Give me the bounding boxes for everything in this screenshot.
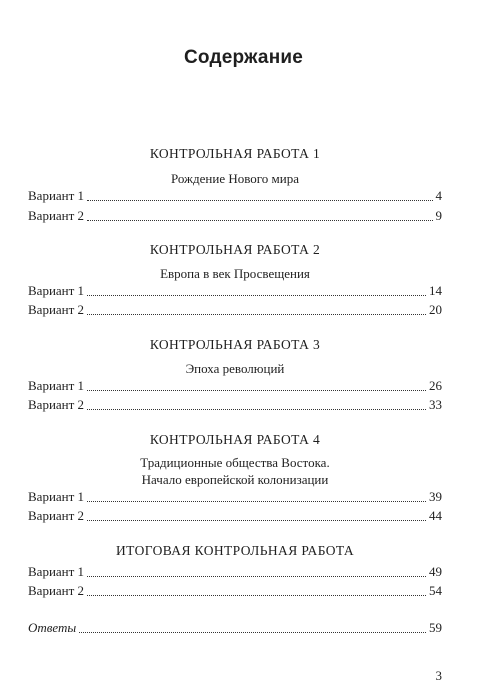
- section-3-subtitle: Эпоха революций: [185, 361, 285, 376]
- toc-entry-page: 49: [429, 564, 442, 579]
- toc-entry-label: Вариант 1: [28, 188, 85, 203]
- toc-entry-page: 20: [429, 302, 442, 317]
- page-title: Содержание: [183, 47, 304, 68]
- section-3-heading: КОНТРОЛЬНАЯ РАБОТА 3: [149, 337, 321, 352]
- toc-entry-2-1[interactable]: [28, 281, 442, 299]
- dot-leader: [87, 390, 426, 391]
- toc-entry-label: Вариант 2: [28, 302, 85, 317]
- toc-entry-label: Вариант 2: [28, 208, 85, 223]
- toc-entry-page: 39: [429, 489, 442, 504]
- toc-entry-3-2[interactable]: [28, 395, 442, 413]
- dot-leader: [87, 576, 426, 577]
- section-5-heading: ИТОГОВАЯ КОНТРОЛЬНАЯ РАБОТА: [115, 543, 355, 558]
- toc-entry-page: 9: [435, 208, 442, 223]
- toc-entry-4-2[interactable]: [28, 506, 442, 524]
- toc-entry-label: Вариант 2: [28, 583, 85, 598]
- toc-entry-label: Вариант 1: [28, 283, 85, 298]
- dot-leader: [87, 409, 426, 410]
- toc-entry-5-2[interactable]: [28, 581, 442, 599]
- section-1-heading: КОНТРОЛЬНАЯ РАБОТА 1: [149, 146, 321, 161]
- toc-entry-label: Вариант 1: [28, 564, 85, 579]
- toc-entry-4-1[interactable]: [28, 487, 442, 505]
- dot-leader: [87, 520, 426, 521]
- toc-entry-page: 59: [429, 620, 442, 635]
- dot-leader: [87, 200, 432, 201]
- toc-entry-page: 4: [435, 188, 442, 203]
- toc-entry-label: Вариант 1: [28, 378, 85, 393]
- toc-entry-label: Вариант 2: [28, 508, 85, 523]
- section-4-subtitle-line-1: Традиционные общества Востока.: [140, 455, 330, 470]
- section-4-heading: КОНТРОЛЬНАЯ РАБОТА 4: [149, 432, 321, 447]
- dot-leader: [87, 220, 432, 221]
- toc-entry-3-1[interactable]: [28, 376, 442, 394]
- dot-leader: [79, 632, 426, 633]
- toc-entry-label: Вариант 2: [28, 397, 85, 412]
- page-number: 3: [435, 668, 442, 683]
- toc-entry-label: Вариант 1: [28, 489, 85, 504]
- toc-entry-2-2[interactable]: [28, 300, 442, 318]
- toc-entry-page: 14: [429, 283, 442, 298]
- section-2-subtitle: Европа в век Просвещения: [160, 266, 310, 281]
- dot-leader: [87, 595, 426, 596]
- toc-entry-page: 26: [429, 378, 442, 393]
- section-4-subtitle-line-2: Начало европейской колонизации: [141, 472, 329, 487]
- toc-entry-1-2[interactable]: [28, 206, 442, 224]
- section-2-heading: КОНТРОЛЬНАЯ РАБОТА 2: [149, 242, 321, 257]
- toc-entry-page: 54: [429, 583, 442, 598]
- toc-entry-label: Ответы: [28, 620, 77, 635]
- toc-entry-answers[interactable]: [28, 618, 442, 636]
- toc-entry-page: 44: [429, 508, 442, 523]
- toc-entry-5-1[interactable]: [28, 562, 442, 580]
- dot-leader: [87, 314, 426, 315]
- toc-entry-page: 33: [429, 397, 442, 412]
- toc-entry-1-1[interactable]: [28, 186, 442, 204]
- section-1-subtitle: Рождение Нового мира: [170, 171, 300, 186]
- dot-leader: [87, 501, 426, 502]
- dot-leader: [87, 295, 426, 296]
